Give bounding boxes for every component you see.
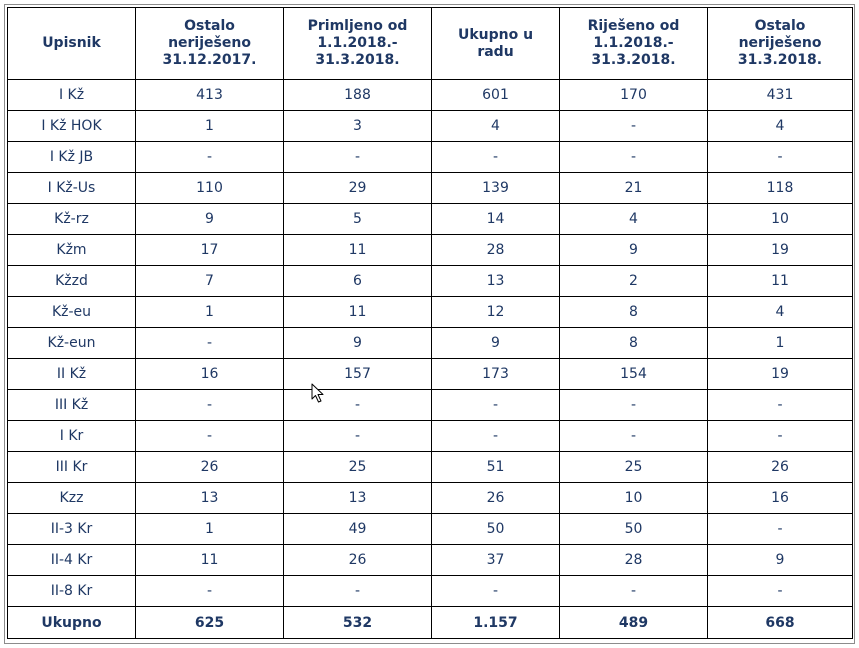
row-label: Kžzd: [8, 266, 136, 297]
table-cell: 8: [560, 328, 708, 359]
row-label: III Kž: [8, 390, 136, 421]
column-header-ukupno-u-radu: Ukupno u radu: [432, 8, 560, 80]
table-row: [8, 297, 853, 328]
table-cell: 13: [136, 483, 284, 514]
table-cell: 29: [284, 173, 432, 204]
table-cell: 9: [284, 328, 432, 359]
table-cell: 4: [708, 111, 853, 142]
table-cell: 2: [560, 266, 708, 297]
table-cell: 11: [284, 235, 432, 266]
table-cell: 8: [560, 297, 708, 328]
table-cell: 50: [432, 514, 560, 545]
table-cell: 25: [560, 452, 708, 483]
table-cell: 11: [708, 266, 853, 297]
table-cell: 431: [708, 80, 853, 111]
table-row: [8, 142, 853, 173]
row-label: II-8 Kr: [8, 576, 136, 607]
table-row: [8, 483, 853, 514]
column-header-primljeno: Primljeno od 1.1.2018.- 31.3.2018.: [284, 8, 432, 80]
table-cell: -: [708, 421, 853, 452]
row-label: II Kž: [8, 359, 136, 390]
row-label: I Kž-Us: [8, 173, 136, 204]
table-row: [8, 390, 853, 421]
table-cell: 37: [432, 545, 560, 576]
table-cell: 154: [560, 359, 708, 390]
table-cell: 188: [284, 80, 432, 111]
table-row: [8, 266, 853, 297]
table-cell: 19: [708, 235, 853, 266]
table-row: [8, 545, 853, 576]
table-cell: 110: [136, 173, 284, 204]
table-row: [8, 514, 853, 545]
table-row: [8, 359, 853, 390]
column-header-ostalo-nerijeseno-2017: Ostalo neriješeno 31.12.2017.: [136, 8, 284, 80]
table-cell: 13: [432, 266, 560, 297]
table-cell: -: [708, 576, 853, 607]
table-cell: 26: [708, 452, 853, 483]
table-cell: 118: [708, 173, 853, 204]
table-cell: 1: [136, 297, 284, 328]
table-cell: -: [136, 328, 284, 359]
row-label: Kžm: [8, 235, 136, 266]
table-cell: -: [136, 390, 284, 421]
total-label: Ukupno: [8, 607, 136, 639]
table-cell: -: [432, 142, 560, 173]
table-cell: -: [432, 390, 560, 421]
row-label: II-4 Kr: [8, 545, 136, 576]
total-cell: 668: [708, 607, 853, 639]
table-row: [8, 235, 853, 266]
row-label: I Kr: [8, 421, 136, 452]
total-cell: 489: [560, 607, 708, 639]
total-row: [8, 607, 853, 639]
row-label: Kzz: [8, 483, 136, 514]
total-cell: 532: [284, 607, 432, 639]
total-cell: 625: [136, 607, 284, 639]
table-cell: 4: [432, 111, 560, 142]
table-cell: -: [560, 142, 708, 173]
table-row: [8, 452, 853, 483]
table-cell: 9: [432, 328, 560, 359]
table-cell: 4: [560, 204, 708, 235]
mouse-pointer-icon: [311, 383, 325, 403]
table-cell: 11: [136, 545, 284, 576]
table-row: [8, 421, 853, 452]
table-cell: 5: [284, 204, 432, 235]
row-label: I Kž JB: [8, 142, 136, 173]
table-cell: 157: [284, 359, 432, 390]
table-cell: 12: [432, 297, 560, 328]
table-cell: 1: [136, 514, 284, 545]
table-cell: 4: [708, 297, 853, 328]
table-cell: -: [708, 514, 853, 545]
table-row: [8, 173, 853, 204]
table-cell: 26: [136, 452, 284, 483]
table-cell: -: [560, 111, 708, 142]
table-cell: 49: [284, 514, 432, 545]
table-row: [8, 328, 853, 359]
table-footer: [8, 607, 853, 639]
table-cell: 16: [136, 359, 284, 390]
table-cell: 7: [136, 266, 284, 297]
row-label: Kž-eun: [8, 328, 136, 359]
table-cell: 1: [136, 111, 284, 142]
table-row: [8, 80, 853, 111]
table-cell: 10: [708, 204, 853, 235]
table-cell: 173: [432, 359, 560, 390]
table-cell: 9: [560, 235, 708, 266]
table-cell: 51: [432, 452, 560, 483]
table-cell: -: [284, 576, 432, 607]
table-row: [8, 204, 853, 235]
table-cell: 11: [284, 297, 432, 328]
table-cell: -: [560, 576, 708, 607]
table-cell: -: [284, 142, 432, 173]
table-cell: -: [136, 142, 284, 173]
table-row: [8, 111, 853, 142]
table-cell: 28: [560, 545, 708, 576]
table-cell: 25: [284, 452, 432, 483]
table-cell: 28: [432, 235, 560, 266]
table-cell: 10: [560, 483, 708, 514]
total-cell: 1.157: [432, 607, 560, 639]
table-cell: -: [432, 421, 560, 452]
table-cell: -: [708, 142, 853, 173]
column-header-upisnik: Upisnik: [8, 8, 136, 80]
table-cell: 26: [284, 545, 432, 576]
table-cell: 413: [136, 80, 284, 111]
table-cell: 17: [136, 235, 284, 266]
row-label: III Kr: [8, 452, 136, 483]
table-row: [8, 576, 853, 607]
table-cell: -: [560, 390, 708, 421]
column-header-ostalo-nerijeseno-2018: Ostalo neriješeno 31.3.2018.: [708, 8, 853, 80]
table-cell: -: [284, 421, 432, 452]
table-cell: 16: [708, 483, 853, 514]
table-cell: 50: [560, 514, 708, 545]
row-label: Kž-rz: [8, 204, 136, 235]
column-header-rijeseno: Riješeno od 1.1.2018.- 31.3.2018.: [560, 8, 708, 80]
table-header: [8, 8, 853, 80]
table-cell: 21: [560, 173, 708, 204]
table-body: [8, 80, 853, 607]
table-cell: 14: [432, 204, 560, 235]
table-cell: -: [136, 576, 284, 607]
table-cell: -: [284, 390, 432, 421]
table-cell: 139: [432, 173, 560, 204]
row-label: II-3 Kr: [8, 514, 136, 545]
case-statistics-table: [7, 7, 853, 639]
table-cell: 601: [432, 80, 560, 111]
row-label: Kž-eu: [8, 297, 136, 328]
table-cell: 170: [560, 80, 708, 111]
table-cell: -: [560, 421, 708, 452]
table-cell: 9: [136, 204, 284, 235]
table-cell: 26: [432, 483, 560, 514]
table-cell: 9: [708, 545, 853, 576]
table-cell: -: [136, 421, 284, 452]
header-row: [8, 8, 853, 80]
row-label: I Kž: [8, 80, 136, 111]
table-cell: 1: [708, 328, 853, 359]
table-cell: 6: [284, 266, 432, 297]
table-cell: -: [432, 576, 560, 607]
table-cell: 19: [708, 359, 853, 390]
row-label: I Kž HOK: [8, 111, 136, 142]
table-cell: 3: [284, 111, 432, 142]
table-cell: -: [708, 390, 853, 421]
table-cell: 13: [284, 483, 432, 514]
